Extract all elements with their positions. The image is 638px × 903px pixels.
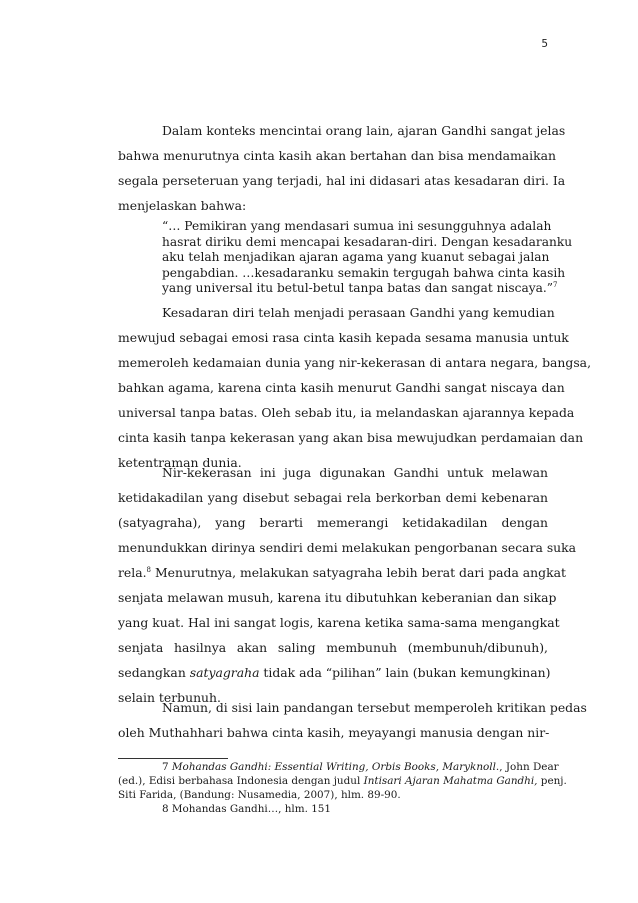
paragraph-line: selain terbunuh.	[118, 690, 221, 705]
paragraph-3	[118, 460, 577, 710]
quote-line	[162, 280, 558, 297]
paragraph-line: bahwa menurutnya cinta kasih akan bertahan dan bisa mendamaikan	[118, 148, 556, 163]
footnote-8: 8 Mohandas Gandhi…, hlm. 151	[162, 803, 332, 815]
paragraph-line: Dalam konteks mencintai orang lain, ajaran Gandhi sangat jelas	[162, 123, 566, 138]
footnotes	[118, 760, 567, 816]
footnote-number: 7	[162, 761, 172, 773]
paragraph-line: senjata melawan musuh, karena itu dibutuhkan keberanian dan sikap	[118, 590, 557, 605]
paragraph-line: (satyagraha), yang berarti memerangi ketidakadilan dengan	[118, 515, 548, 530]
paragraph-line: oleh Muthahhari bahwa cinta kasih, meyayangi manusia dengan nir-	[118, 725, 550, 740]
line-start: sedangkan	[118, 665, 190, 680]
footnote-7-line	[118, 760, 559, 774]
quote-line-text: yang universal itu betul-betul tanpa batas dan sangat niscaya.”	[162, 281, 553, 295]
paragraph-line: ketidakadilan yang disebut sebagai rela berkorban demi kebenaran	[118, 490, 548, 505]
paragraph-2	[118, 300, 592, 475]
paragraph-line	[118, 660, 551, 685]
paragraph-4	[118, 695, 587, 745]
footnote-separator	[118, 758, 228, 759]
paragraph-line: segala perseteruan yang terjadi, hal ini didasari atas kesadaran diri. Ia	[118, 173, 566, 188]
line-start: rela.	[118, 565, 147, 580]
paragraph-line: menjelaskan bahwa:	[118, 198, 247, 213]
quote-line: hasrat diriku demi mencapai kesadaran-diri. Dengan kesadaranku	[162, 234, 573, 249]
paragraph-line: memeroleh kedamaian dunia yang nir-kekerasan di antara negara, bangsa,	[118, 355, 592, 370]
footnote-title: Mohandas Gandhi: Essential Writing, Orbis Books, Maryknoll.	[171, 761, 500, 773]
paragraph-line: Nir-kekerasan ini juga digunakan Gandhi untuk melawan	[162, 465, 548, 480]
footnote-text: , John Dear	[499, 761, 559, 773]
paragraph-line: menundukkan dirinya sendiri demi melakukan pengorbanan secara suka	[118, 540, 577, 555]
italic-term: satyagraha	[189, 665, 260, 680]
paragraph-line: cinta kasih tanpa kekerasan yang akan bisa mewujudkan perdamaian dan	[118, 430, 584, 445]
page-number: 5	[541, 38, 548, 50]
footnote-ref: 8	[146, 565, 152, 574]
paragraph-line	[118, 560, 566, 585]
quote-line: aku telah menjadikan ajaran agama yang kuanut sebagai jalan	[162, 250, 550, 264]
paragraph-line: Namun, di sisi lain pandangan tersebut memperoleh kritikan pedas	[162, 700, 587, 715]
paragraph-line: bahkan agama, karena cinta kasih menurut Gandhi sangat niscaya dan	[118, 380, 565, 395]
footnote-ref: 7	[552, 280, 558, 289]
paragraph-line: ketentraman dunia.	[118, 455, 242, 470]
quote-line: “… Pemikiran yang mendasari sumua ini sesungguhnya adalah	[162, 219, 552, 233]
line-rest: tidak ada “pilihan” lain (bukan kemungkinan)	[259, 665, 551, 680]
paragraph-line: universal tanpa batas. Oleh sebab itu, ia melandaskan ajarannya kepada	[118, 405, 575, 420]
paragraph-line: yang kuat. Hal ini sangat logis, karena ketika sama-sama mengangkat	[118, 615, 560, 630]
line-rest: Menurutnya, melakukan satyagraha lebih berat dari pada angkat	[151, 565, 566, 580]
paragraph-line: senjata hasilnya akan saling membunuh (membunuh/dibunuh),	[118, 640, 548, 655]
paragraph-1	[118, 118, 566, 218]
paragraph-line: Kesadaran diri telah menjadi perasaan Gandhi yang kemudian	[162, 305, 555, 320]
block-quote	[162, 219, 573, 297]
footnote-title: Intisari Ajaran Mahatma Gandhi,	[363, 775, 538, 787]
footnote-7-line	[118, 774, 567, 788]
footnote-text: (ed.), Edisi berbahasa Indonesia dengan judul	[118, 775, 364, 787]
footnote-text: penj.	[537, 775, 567, 787]
quote-line: pengabdian. …kesadaranku semakin tergugah bahwa cinta kasih	[162, 265, 566, 280]
footnote-7-line: Siti Farida, (Bandung: Nusamedia, 2007), hlm. 89-90.	[118, 789, 401, 801]
paragraph-line: mewujud sebagai emosi rasa cinta kasih kepada sesama manusia untuk	[118, 330, 569, 345]
